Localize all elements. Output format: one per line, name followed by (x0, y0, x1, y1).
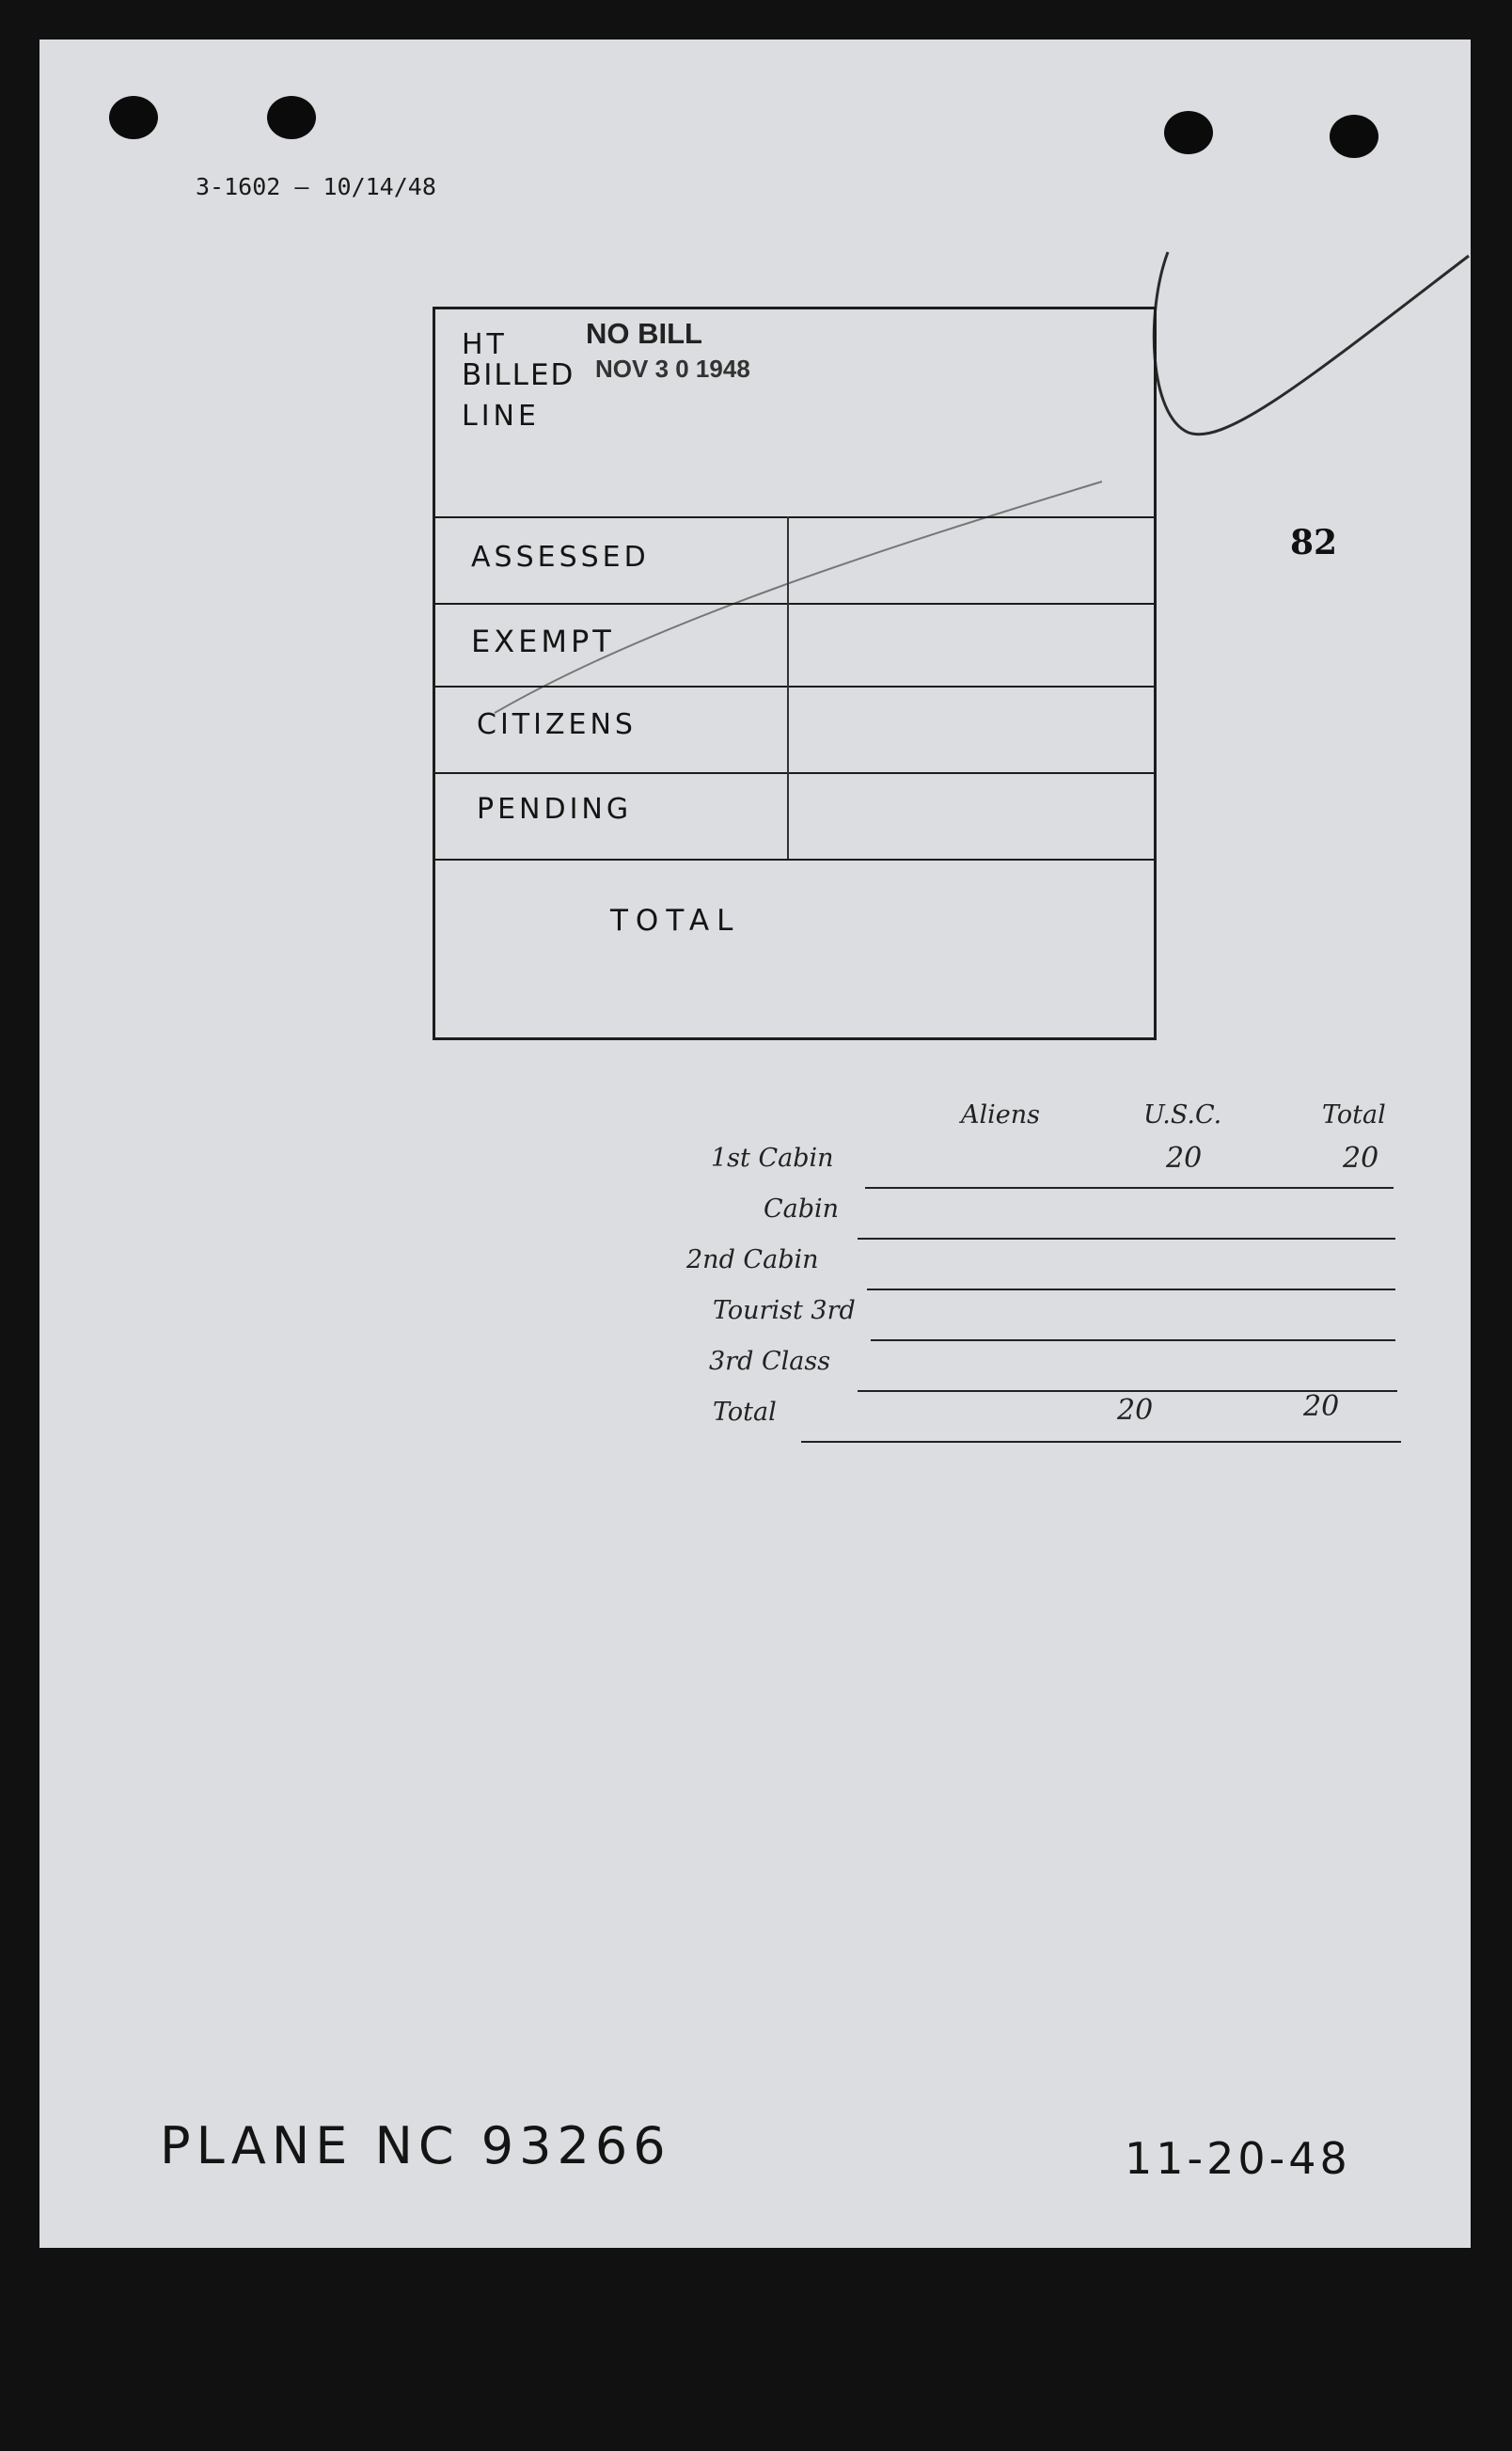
box-divider (435, 772, 1154, 774)
manifest-row-rule (865, 1187, 1394, 1189)
column-header-total: Total (1322, 1100, 1386, 1130)
manifest-row-rule (858, 1238, 1395, 1240)
box-total-label: TOTAL (610, 904, 741, 938)
manifest-row-label: Tourist 3rd (713, 1296, 856, 1325)
file-reference: 3-1602 — 10/14/48 (196, 173, 436, 200)
row-label-citizens: CITIZENS (477, 708, 637, 741)
manifest-row-label: Cabin (764, 1194, 840, 1224)
header-line-billed: BILLED (462, 358, 575, 392)
header-line-line: LINE (462, 400, 540, 433)
manifest-row-label: Total (713, 1398, 777, 1427)
column-header-aliens: Aliens (961, 1100, 1040, 1130)
manifest-row-label: 2nd Cabin (686, 1245, 819, 1274)
manifest-row-label: 1st Cabin (711, 1144, 834, 1173)
manifest-cell-usc: 20 (1166, 1142, 1203, 1175)
column-header-usc: U.S.C. (1143, 1100, 1222, 1130)
manifest-cell-total: 20 (1303, 1390, 1340, 1423)
box-divider (435, 859, 1154, 861)
manifest-row-rule (801, 1441, 1401, 1443)
row-label-assessed: ASSESSED (471, 541, 650, 574)
stamp-no-bill: NO BILL (586, 317, 702, 350)
handwritten-date: 11-20-48 (1125, 2133, 1351, 2184)
stamp-date: NOV 3 0 1948 (595, 355, 750, 383)
plane-registration: PLANE NC 93266 (160, 2116, 671, 2175)
box-column-divider (787, 516, 789, 859)
box-divider (435, 516, 1154, 518)
box-divider (435, 603, 1154, 605)
manifest-cell-usc: 20 (1117, 1394, 1154, 1427)
manifest-row-label: 3rd Class (709, 1347, 831, 1376)
manifest-row-rule (871, 1339, 1395, 1341)
header-line-ht: HT (462, 328, 508, 361)
assessment-box (433, 307, 1157, 1040)
document-page (39, 40, 1471, 2248)
page-number: 82 (1290, 523, 1338, 562)
row-label-pending: PENDING (477, 793, 633, 826)
row-label-exempt: EXEMPT (471, 624, 615, 659)
manifest-cell-total: 20 (1343, 1142, 1379, 1175)
manifest-row-rule (867, 1289, 1395, 1290)
box-divider (435, 686, 1154, 688)
